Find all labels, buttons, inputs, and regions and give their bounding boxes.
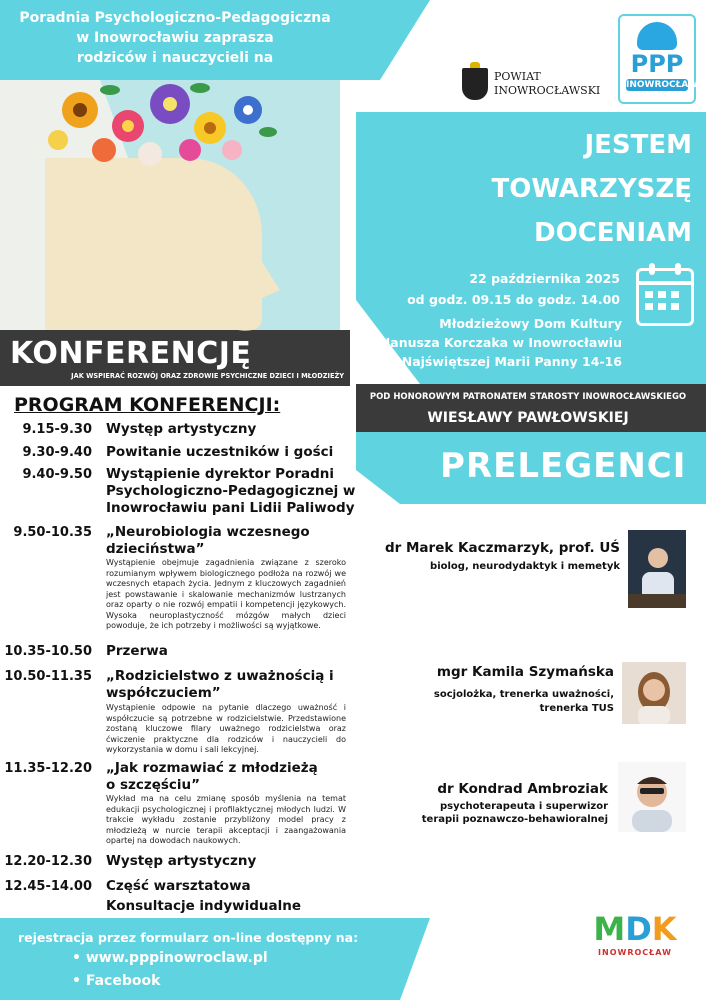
program-time: 10.50-11.35 xyxy=(4,669,92,684)
person-photo-icon xyxy=(628,530,686,608)
calendar-icon xyxy=(636,268,694,326)
conference-title: KONFERENCJĘ xyxy=(10,336,252,371)
speaker-role: socjolożka, trenerka uważności, xyxy=(433,689,614,700)
mdk-letter-k: K xyxy=(651,910,677,948)
program-title: Występ artystyczny xyxy=(106,853,257,869)
tagline-1: JESTEM xyxy=(584,130,692,160)
program-time: 12.45-14.00 xyxy=(4,879,92,894)
mdk-letter-m: M xyxy=(593,910,626,948)
tagline-3: DOCENIAM xyxy=(534,218,692,248)
intro-line-2: w Inowrocławiu zaprasza xyxy=(76,30,274,46)
speaker-role: biolog, neurodydaktyk i memetyk xyxy=(430,561,620,572)
mdk-letter-d: D xyxy=(625,910,652,948)
event-white-notch xyxy=(340,80,420,112)
event-hours: od godz. 09.15 do godz. 14.00 xyxy=(407,292,620,307)
venue-line-3: ul. Najświętszej Marii Panny 14-16 xyxy=(379,354,622,369)
website-link[interactable]: www.pppinowroclaw.pl xyxy=(85,950,268,966)
program-description: Wystąpienie obejmuje zagadnienia związane z szeroko rozumianym wpływem biologicznego podłoża na rozwój we wczesnych etapach życia. Jednym z kluczowych zagadnień jest powstawanie i skalowanie mechanizmów lustrzanych oraz oparty o nie rozwój empatii i kompetencji językowych. Wysoka neuroplastyczność mózgów małych dzieci powoduje, że ich potrzeby i możliwości są wyjątkowe. xyxy=(106,558,346,630)
program-description: Wykład ma na celu zmianę sposób myślenia na temat edukacji psychologicznej i profilaktycznej młodych ludzi. W trakcie wykładu zostanie przybliżony model pracy z młodzieżą w nurcie terapii akceptacji i zaangażowania opartej na dowodach naukowych. xyxy=(106,794,346,845)
facebook-link[interactable]: Facebook xyxy=(85,973,161,989)
speaker-photo xyxy=(628,530,686,608)
ppp-logo xyxy=(618,14,696,104)
brain-head-icon xyxy=(637,22,677,50)
mdk-logo-subtext: INOWROCŁAW xyxy=(598,948,672,957)
ppp-logo-text: PPP xyxy=(630,50,684,78)
program-heading: PROGRAM KONFERENCJI: xyxy=(14,394,281,416)
program-title: „Neurobiologia wczesnego dzieciństwa” xyxy=(106,524,310,557)
intro-line-3: rodziców i nauczycieli na xyxy=(76,50,274,66)
mdk-logo xyxy=(586,910,684,966)
speaker-photo xyxy=(618,762,686,832)
intro-line-1: Poradnia Psychologiczno-Pedagogiczna xyxy=(19,10,331,26)
venue-line-2: im. Janusza Korczaka w Inowrocławiu xyxy=(359,335,622,350)
program-title: Część warsztatowa xyxy=(106,878,251,894)
speaker-role: terapii poznawczo-behawioralnej xyxy=(421,814,608,825)
speaker-name: dr Kondrad Ambroziak xyxy=(437,781,608,797)
program-time: 12.20-12.30 xyxy=(4,854,92,869)
program-time: 11.35-12.20 xyxy=(4,761,92,776)
speakers-heading: PRELEGENCI xyxy=(440,446,687,486)
patronage-line-1: POD HONOROWYM PATRONATEM STAROSTY INOWROCŁAWSKIEGO xyxy=(369,392,687,402)
powiat-logo-line2: INOWROCŁAWSKI xyxy=(494,84,601,97)
program-time: 9.30-9.40 xyxy=(22,445,92,460)
person-photo-icon xyxy=(622,662,686,724)
program-title: Konsultacje indywidualne xyxy=(106,898,302,914)
program-time: 9.50-10.35 xyxy=(13,525,92,540)
venue-line-1: Młodzieżowy Dom Kultury xyxy=(439,316,622,331)
patronage-line-2: WIESŁAWY PAWŁOWSKIEJ xyxy=(427,410,629,426)
ppp-logo-subtext: INOWROCŁAW xyxy=(626,80,698,90)
program-title: Powitanie uczestników i gości xyxy=(106,444,334,460)
program-title: „Jak rozmawiać z młodzieżą o szczęściu” xyxy=(106,760,318,793)
speaker-name: mgr Kamila Szymańska xyxy=(436,664,614,680)
registration-text: rejestracja przez formularz on-line dostępny na: xyxy=(18,930,359,945)
intro-text xyxy=(10,8,340,68)
speaker-photo xyxy=(622,662,686,724)
program-time: 9.15-9.30 xyxy=(22,422,92,437)
speaker-role: psychoterapeuta i superwizor xyxy=(440,801,608,812)
program-description: Wystąpienie odpowie na pytanie dlaczego uważność i współczucie są potrzebne w rodzicielstwie. Przedstawione zostaną kluczowe filary uważnego rodzicielstwa oraz ćwiczenie praktyczne dla rodziców i nauczycieli do wykorzystania w domu i sali lekcyjnej. xyxy=(106,703,346,754)
footer-link-1[interactable]: • www.pppinowroclaw.pl xyxy=(72,950,268,966)
tagline-2: TOWARZYSZĘ xyxy=(491,174,692,204)
program-title: Występ artystyczny xyxy=(106,421,257,437)
powiat-logo-line1: POWIAT xyxy=(494,70,541,83)
program-title: Wystąpienie dyrektor Poradni Psychologiczno-Pedagogicznej w Inowrocławiu pani Lidii Paliwody xyxy=(106,466,356,516)
program-title: „Rodzicielstwo z uważnością i współczuciem” xyxy=(106,668,334,701)
person-photo-icon xyxy=(618,762,686,832)
speaker-name: dr Marek Kaczmarzyk, prof. UŚ xyxy=(384,540,620,556)
powiat-crest-icon xyxy=(462,68,488,100)
event-date: 22 października 2025 xyxy=(469,271,620,286)
powiat-logo xyxy=(462,66,612,106)
speaker-role: trenerka TUS xyxy=(539,703,614,714)
program-title: Przerwa xyxy=(106,643,168,659)
program-time: 10.35-10.50 xyxy=(4,644,92,659)
footer-link-2[interactable]: • Facebook xyxy=(72,973,161,989)
conference-subtitle: JAK WSPIERAĆ ROZWÓJ ORAZ ZDROWIE PSYCHICZNE DZIECI I MŁODZIEŻY xyxy=(71,372,344,380)
program-time: 9.40-9.50 xyxy=(22,467,92,482)
